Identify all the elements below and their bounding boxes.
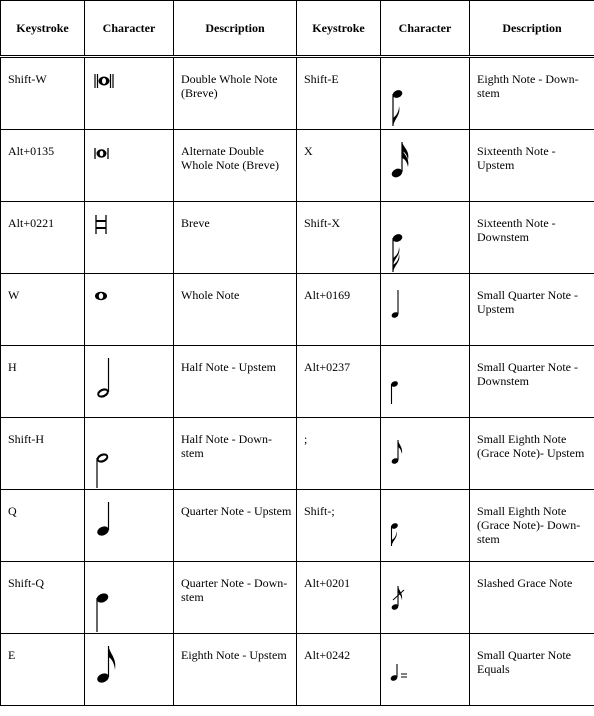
- keystroke-cell: [297, 634, 381, 706]
- description-cell: [174, 130, 297, 202]
- description-text: Whole Note: [181, 288, 240, 302]
- keystroke-cell: [1, 562, 85, 634]
- character-cell: [381, 634, 470, 706]
- character-cell: [85, 418, 174, 490]
- table-row: [1, 57, 594, 130]
- character-cell: [85, 202, 174, 274]
- description-cell: [470, 418, 594, 490]
- keystroke-cell: [297, 418, 381, 490]
- keystroke-text: Alt+0169: [304, 288, 351, 302]
- character-cell: [381, 202, 470, 274]
- character-cell: [85, 57, 174, 130]
- character-cell: [85, 274, 174, 346]
- table-row: [1, 130, 594, 202]
- description-text: Slashed Grace Note: [477, 576, 573, 590]
- keystroke-text: Alt+0135: [8, 144, 55, 158]
- keystroke-cell: [1, 634, 85, 706]
- description-cell: [470, 57, 594, 130]
- table-row: [1, 418, 594, 490]
- keystroke-text: Shift-Q: [8, 576, 44, 590]
- description-cell: [470, 634, 594, 706]
- keystroke-text: Shift-X: [304, 216, 340, 230]
- description-text: Eighth Note - Down-stem: [477, 72, 579, 100]
- header-description: Description: [174, 1, 297, 57]
- description-cell: [470, 202, 594, 274]
- description-text: Small Quarter Note Equals: [477, 648, 571, 676]
- description-text: Double Whole Note (Breve): [181, 72, 278, 100]
- header-character: Character: [85, 1, 174, 57]
- keystroke-text: Shift-E: [304, 72, 339, 86]
- description-text: Breve: [181, 216, 210, 230]
- keystroke-text: Alt+0237: [304, 360, 351, 374]
- description-cell: [174, 202, 297, 274]
- keystroke-cell: [1, 274, 85, 346]
- table-header-row: [1, 1, 594, 57]
- table-row: [1, 346, 594, 418]
- keystroke-cell: [1, 202, 85, 274]
- keystroke-cell: [297, 274, 381, 346]
- character-cell: [381, 57, 470, 130]
- keystroke-text: W: [8, 288, 20, 302]
- keystroke-cell: [297, 130, 381, 202]
- table-row: [1, 562, 594, 634]
- description-text: Eighth Note - Upstem: [181, 648, 287, 662]
- character-cell: [381, 418, 470, 490]
- keystroke-cell: [1, 57, 85, 130]
- keystroke-text: H: [8, 360, 17, 374]
- character-cell: [85, 346, 174, 418]
- keystroke-text: Alt+0221: [8, 216, 55, 230]
- description-text: Small Quarter Note - Upstem: [477, 288, 578, 316]
- character-cell: [85, 490, 174, 562]
- description-text: Quarter Note - Upstem: [181, 504, 292, 518]
- description-text: Half Note - Down-stem: [181, 432, 272, 460]
- table-row: [1, 274, 594, 346]
- keystroke-cell: [297, 562, 381, 634]
- description-cell: [174, 490, 297, 562]
- character-cell: [381, 490, 470, 562]
- keystroke-cell: [1, 130, 85, 202]
- keystroke-text: E: [8, 648, 16, 662]
- keystroke-text: X: [304, 144, 313, 158]
- keystroke-text: Alt+0242: [304, 648, 351, 662]
- keystroke-cell: [1, 418, 85, 490]
- character-cell: [381, 130, 470, 202]
- description-text: Alternate Double Whole Note (Breve): [181, 144, 279, 172]
- description-cell: [470, 346, 594, 418]
- description-cell: [470, 274, 594, 346]
- character-cell: [381, 346, 470, 418]
- table-row: [1, 202, 594, 274]
- header-description: Description: [470, 1, 594, 57]
- table-row: [1, 634, 594, 706]
- keystroke-text: Shift-W: [8, 72, 47, 86]
- keystroke-cell: [297, 57, 381, 130]
- header-character: Character: [381, 1, 470, 57]
- character-cell: [381, 274, 470, 346]
- description-cell: [174, 346, 297, 418]
- description-text: Small Eighth Note (Grace Note)- Down-stem: [477, 504, 581, 546]
- keystroke-text: Shift-;: [304, 504, 335, 518]
- description-cell: [470, 562, 594, 634]
- description-text: Small Quarter Note - Downstem: [477, 360, 578, 388]
- keystroke-text: Shift-H: [8, 432, 44, 446]
- description-text: Small Eighth Note (Grace Note)- Upstem: [477, 432, 585, 460]
- keystroke-cell: [297, 490, 381, 562]
- description-cell: [174, 418, 297, 490]
- description-text: Sixteenth Note - Downstem: [477, 216, 556, 244]
- character-cell: [85, 130, 174, 202]
- description-text: Sixteenth Note - Upstem: [477, 144, 556, 172]
- description-cell: [174, 634, 297, 706]
- header-keystroke: Keystroke: [1, 1, 85, 57]
- keystroke-cell: [1, 490, 85, 562]
- character-cell: [381, 562, 470, 634]
- keystroke-text: ;: [304, 432, 308, 446]
- keystroke-text: Q: [8, 504, 17, 518]
- description-cell: [470, 130, 594, 202]
- description-cell: [174, 562, 297, 634]
- keystroke-cell: [297, 202, 381, 274]
- description-text: Quarter Note - Down-stem: [181, 576, 288, 604]
- description-cell: [470, 490, 594, 562]
- keystroke-cell: [1, 346, 85, 418]
- keystroke-cell: [297, 346, 381, 418]
- description-cell: [174, 274, 297, 346]
- keystroke-text: Alt+0201: [304, 576, 351, 590]
- description-cell: [174, 57, 297, 130]
- character-cell: [85, 634, 174, 706]
- table-row: [1, 490, 594, 562]
- character-cell: [85, 562, 174, 634]
- header-keystroke: Keystroke: [297, 1, 381, 57]
- description-text: Half Note - Upstem: [181, 360, 276, 374]
